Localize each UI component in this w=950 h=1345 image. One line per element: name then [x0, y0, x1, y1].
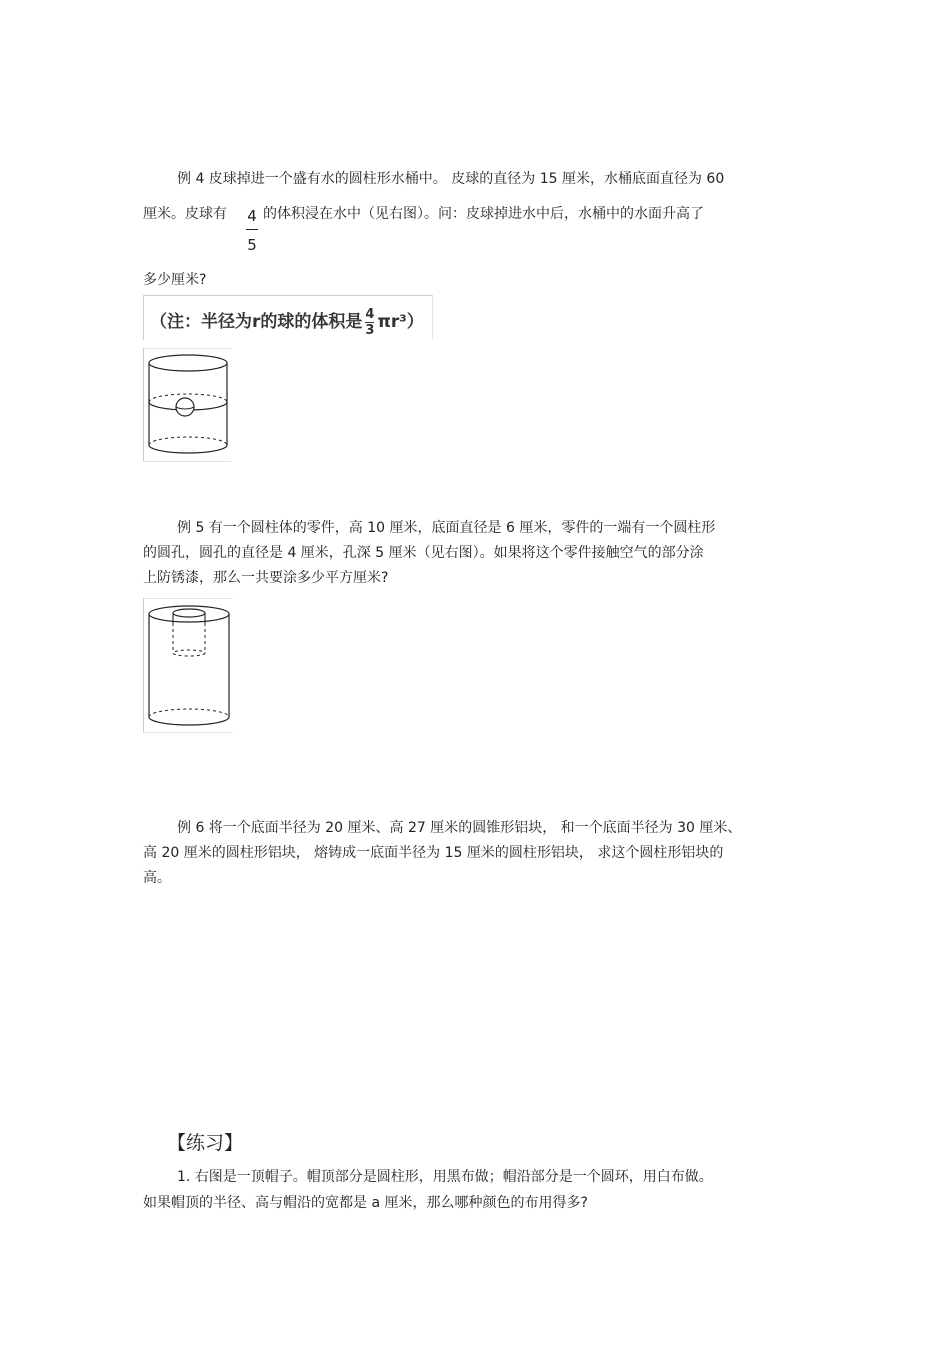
- practice-line2: 如果帽顶的半径、高与帽沿的宽都是 a 厘米，那么哪种颜色的布用得多?: [143, 1195, 588, 1211]
- cylinder-hole-figure: [143, 598, 233, 733]
- bucket-ball-figure: [143, 348, 231, 462]
- note-fraction-denominator: 3: [365, 322, 375, 338]
- note-fraction-numerator: 4: [365, 306, 375, 322]
- note-text: [150, 307, 424, 337]
- note-prefix: （注：半径为r的球的体积是: [150, 312, 363, 332]
- ex6-text-line1: 例 6 将一个底面半径为 20 厘米、高 27 厘米的圆锥形铝块， 和一个底面半径为 30 厘米、: [177, 820, 742, 836]
- practice-heading: 【练习】: [167, 1132, 244, 1154]
- ex4-text-line2b: 的体积浸在水中（见右图）。问：皮球掉进水中后，水桶中的水面升高了: [263, 206, 704, 222]
- practice-line1: 1. 右图是一顶帽子。帽顶部分是圆柱形，用黑布做；帽沿部分是一个圆环，用白布做。: [177, 1169, 713, 1185]
- ex4-text-line2a: 厘米。皮球有: [143, 206, 227, 222]
- note-suffix: πr³）: [377, 312, 424, 332]
- ex5-text-line1: 例 5 有一个圆柱体的零件，高 10 厘米，底面直径是 6 厘米，零件的一端有一个圆柱形: [177, 520, 716, 536]
- ex4-fraction-bar: [246, 229, 258, 230]
- ex6-text-line2: 高 20 厘米的圆柱形铝块， 熔铸成一底面半径为 15 厘米的圆柱形铝块， 求这个圆柱形铝块的: [143, 845, 724, 861]
- ex4-fraction-denominator: 5: [247, 236, 257, 254]
- ex5-text-line3: 上防锈漆，那么一共要涂多少平方厘米?: [143, 570, 389, 586]
- bucket-ball-drawing: [144, 349, 231, 461]
- sphere-volume-note: [143, 295, 433, 340]
- ex4-text-line3: 多少厘米?: [143, 272, 207, 288]
- ex5-text-line2: 的圆孔，圆孔的直径是 4 厘米，孔深 5 厘米（见右图）。如果将这个零件接触空气的部分涂: [143, 545, 704, 561]
- ex4-text-line1: 例 4 皮球掉进一个盛有水的圆柱形水桶中。 皮球的直径为 15 厘米，水桶底面直径为 60: [177, 171, 725, 187]
- ex6-text-line3: 高。: [143, 870, 171, 886]
- note-fraction: [365, 308, 374, 337]
- ex4-fraction-numerator: 4: [247, 207, 257, 225]
- cylinder-hole-drawing: [144, 599, 233, 732]
